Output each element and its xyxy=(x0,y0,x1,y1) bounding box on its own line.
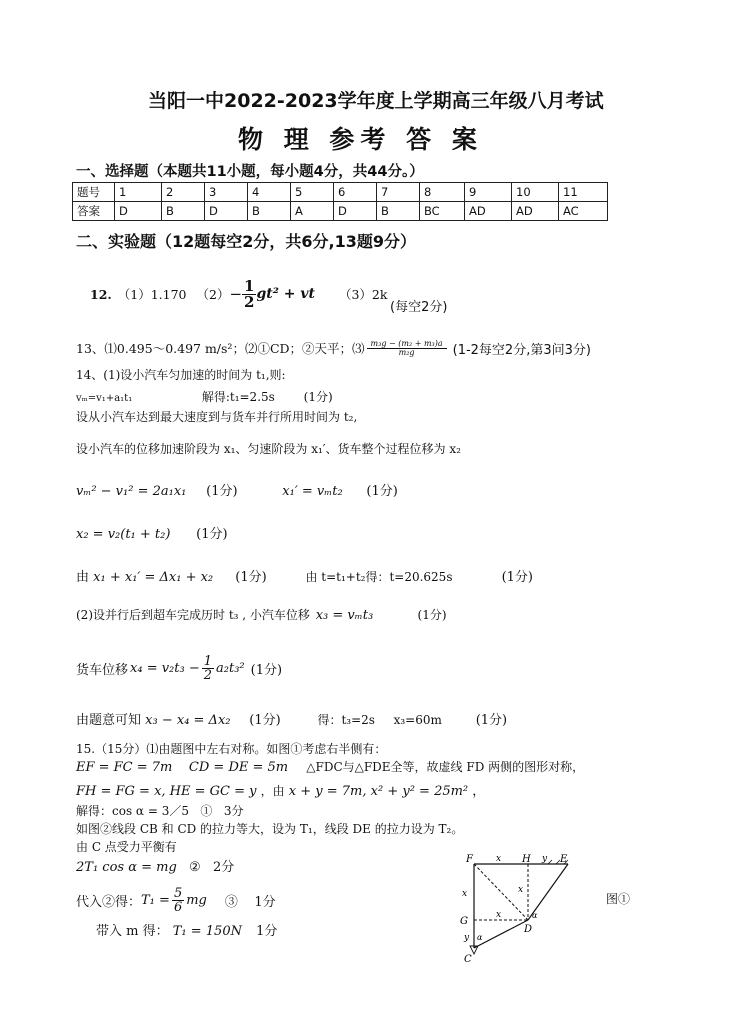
cell-answer: D xyxy=(115,202,162,221)
score: (1分) xyxy=(366,484,398,499)
row-label-answer: 答案 xyxy=(73,202,115,221)
text: ， xyxy=(472,784,486,799)
q12-part3: （3）2k xyxy=(338,287,388,302)
frac-denominator: 2 xyxy=(203,667,213,683)
equation: FH = FG = x, HE = GC = y xyxy=(76,784,257,799)
score: (1分) xyxy=(196,527,228,542)
q13-fraction xyxy=(367,340,447,357)
frac-numerator: m₃g − (m₂ + m₃)a xyxy=(367,340,447,349)
label-alpha-d: α xyxy=(532,911,538,920)
frac-denominator: m₂g xyxy=(398,347,415,357)
cell-number: 6 xyxy=(334,183,377,202)
equation: x₁′ = vₘt₂ xyxy=(282,484,343,499)
equation: x₁ + x₁′ = Δx₁ + x₂ xyxy=(93,570,214,585)
solve-x3: x₃=60m xyxy=(393,713,442,727)
q15-line9 xyxy=(96,920,277,939)
frac-numerator: 1 xyxy=(244,276,255,295)
cell-number: 4 xyxy=(248,183,291,202)
q14-final-line xyxy=(76,709,507,728)
q14-line2 xyxy=(76,388,333,405)
score: (1分) xyxy=(206,484,238,499)
answer-table xyxy=(72,182,608,221)
equation: EF = FC = 7m CD = DE = 5m xyxy=(76,760,289,775)
cell-answer: AD xyxy=(465,202,512,221)
text: 代入②得： xyxy=(76,894,142,910)
score: (1分) xyxy=(475,713,508,728)
q15-line1: 15.（15分）⑴由题图中左右对称。如图①考虑右半侧有： xyxy=(76,742,387,756)
q13-score-note: (1-2每空2分,第3问3分) xyxy=(452,342,591,358)
cell-answer: B xyxy=(162,202,205,221)
cell-answer: BC xyxy=(420,202,465,221)
label-c: C xyxy=(464,954,472,965)
cell-answer: D xyxy=(205,202,248,221)
cell-answer: AD xyxy=(512,202,559,221)
section-heading-choice: 一、选择题（本题共11小题，每小题4分，共44分。） xyxy=(76,164,424,180)
text: 货车位移 xyxy=(76,662,129,678)
frac-numerator: 1 xyxy=(203,653,213,669)
text: 带入 m 得： xyxy=(96,924,169,939)
row-label-number: 题号 xyxy=(73,183,115,202)
q15-line2 xyxy=(76,758,584,775)
label-f: F xyxy=(466,854,473,865)
label-e: E xyxy=(560,854,568,865)
text: 由 xyxy=(76,570,90,585)
q12-part1: （1）1.170 xyxy=(117,287,187,302)
text: △FDC与△FDE全等，故虚线 FD 两侧的图形对称， xyxy=(306,760,585,774)
q15-line5: 如图②线段 CB 和 CD 的拉力等大，设为 T₁，线段 DE 的拉力设为 T₂。 xyxy=(76,822,464,836)
score: (1分) xyxy=(417,608,447,622)
q15-line3 xyxy=(76,780,485,799)
q14-score: (1分) xyxy=(303,390,333,404)
fraction xyxy=(202,655,214,682)
table-row-numbers xyxy=(73,183,608,202)
q14-line4: 设小汽车的位移加速阶段为 x₁、匀速阶段为 x₁′、货车整个过程位移为 x₂ xyxy=(76,442,461,456)
force-diagram xyxy=(452,850,602,970)
cell-answer: A xyxy=(291,202,334,221)
q14-eq-row3 xyxy=(76,566,533,585)
cell-number: 1 xyxy=(115,183,162,202)
q12-score-note: (每空2分) xyxy=(390,300,448,315)
q12-number: 12. xyxy=(90,286,112,302)
equation: x₃ = vₘt₃ xyxy=(315,608,374,623)
cell-number: 3 xyxy=(205,183,248,202)
text: (2)设并行后到超车完成历时 t₃ , 小汽车位移 xyxy=(76,608,310,622)
frac-numerator: 5 xyxy=(173,885,183,901)
equation: x₃ − x₄ = Δx₂ xyxy=(145,713,231,728)
label-d: D xyxy=(524,924,533,935)
table-row-answers xyxy=(73,202,608,221)
label-alpha-c: α xyxy=(477,933,483,942)
cell-answer: B xyxy=(377,202,420,221)
label-x-left: x xyxy=(462,889,468,899)
text: 由题意可知 xyxy=(76,713,142,728)
solve-t3: 得：t₃=2s xyxy=(317,713,375,727)
cell-number: 5 xyxy=(291,183,334,202)
q14-solve-t1: 解得:t₁=2.5s xyxy=(201,390,275,404)
q14-line1: 14、(1)设小汽车匀加速的时间为 t₁,则: xyxy=(76,368,286,382)
score: (1分) xyxy=(250,662,283,678)
label-g: G xyxy=(460,916,468,927)
cell-number: 10 xyxy=(512,183,559,202)
equation: x₄ = v₂t₃ − xyxy=(130,660,200,676)
q12-part2-fraction xyxy=(242,276,256,311)
score: ② 2分 xyxy=(188,860,235,875)
q15-line7 xyxy=(76,856,234,875)
q12-part2-label: （2） xyxy=(196,287,230,302)
label-x-lower: x xyxy=(496,910,502,920)
q14-line3: 设从小汽车达到最大速度到与货车并行所用时间为 t₂, xyxy=(76,410,358,424)
equation: T₁ = 150N xyxy=(172,924,242,939)
q14-eq-row1 xyxy=(76,480,398,499)
figure-caption: 图① xyxy=(606,892,631,906)
score: ③ 1分 xyxy=(224,894,276,910)
label-h: H xyxy=(522,854,531,865)
equation: mg xyxy=(186,892,207,908)
score: 1分 xyxy=(256,924,278,939)
frac-denominator: 2 xyxy=(244,292,255,311)
equation: x + y = 7m, x² + y² = 25m² xyxy=(288,784,469,799)
cell-number: 11 xyxy=(559,183,608,202)
cell-number: 9 xyxy=(465,183,512,202)
cell-number: 7 xyxy=(377,183,420,202)
equation: T₁ = xyxy=(141,892,170,908)
equation: x₂ = v₂(t₁ + t₂) xyxy=(76,527,171,542)
cell-number: 2 xyxy=(162,183,205,202)
page-subtitle: 物 理 参考 答 案 xyxy=(238,125,483,154)
q14-formula-v: vₘ=v₁+a₁t₁ xyxy=(76,393,133,404)
frac-denominator: 6 xyxy=(173,899,183,915)
score: (1分) xyxy=(501,570,533,585)
q14-truck-line xyxy=(76,648,282,688)
cell-answer: D xyxy=(334,202,377,221)
label-y-left: y xyxy=(464,933,470,943)
q15-line8 xyxy=(76,880,276,920)
q14-eq-row2 xyxy=(76,523,228,542)
q12-part2-sign: − xyxy=(229,285,243,303)
cell-number: 8 xyxy=(420,183,465,202)
q15-line6: 由 C 点受力平衡有 xyxy=(76,840,177,854)
solve-t: 由 t=t₁+t₂得：t=20.625s xyxy=(305,570,453,584)
fraction xyxy=(172,887,184,914)
q12-part2-expression: gt² + vt xyxy=(256,286,315,302)
q15-line4: 解得：cos α = 3／5 ① 3分 xyxy=(76,804,244,818)
score: (1分) xyxy=(235,570,267,585)
label-y-top: y xyxy=(542,854,548,864)
label-x-mid: x xyxy=(518,885,524,895)
score: (1分) xyxy=(249,713,281,728)
text: ，由 xyxy=(260,784,285,798)
equation: a₂t₃² xyxy=(216,660,245,676)
cell-answer: AC xyxy=(559,202,608,221)
q13-text: 13、⑴0.495～0.497 m/s²；⑵①CD；②天平；⑶ xyxy=(76,341,365,356)
section-heading-experiment: 二、实验题（12题每空2分，共6分,13题9分） xyxy=(76,232,417,251)
page-title: 当阳一中2022-2023学年度上学期高三年级八月考试 xyxy=(148,90,604,112)
q13-line xyxy=(76,330,591,366)
cell-answer: B xyxy=(248,202,291,221)
equation: 2T₁ cos α = mg xyxy=(76,860,177,875)
equation: vₘ² − v₁² = 2a₁x₁ xyxy=(76,484,187,499)
label-x-top: x xyxy=(496,854,502,864)
q14-part2-line xyxy=(76,606,447,623)
q12-line xyxy=(90,276,387,312)
